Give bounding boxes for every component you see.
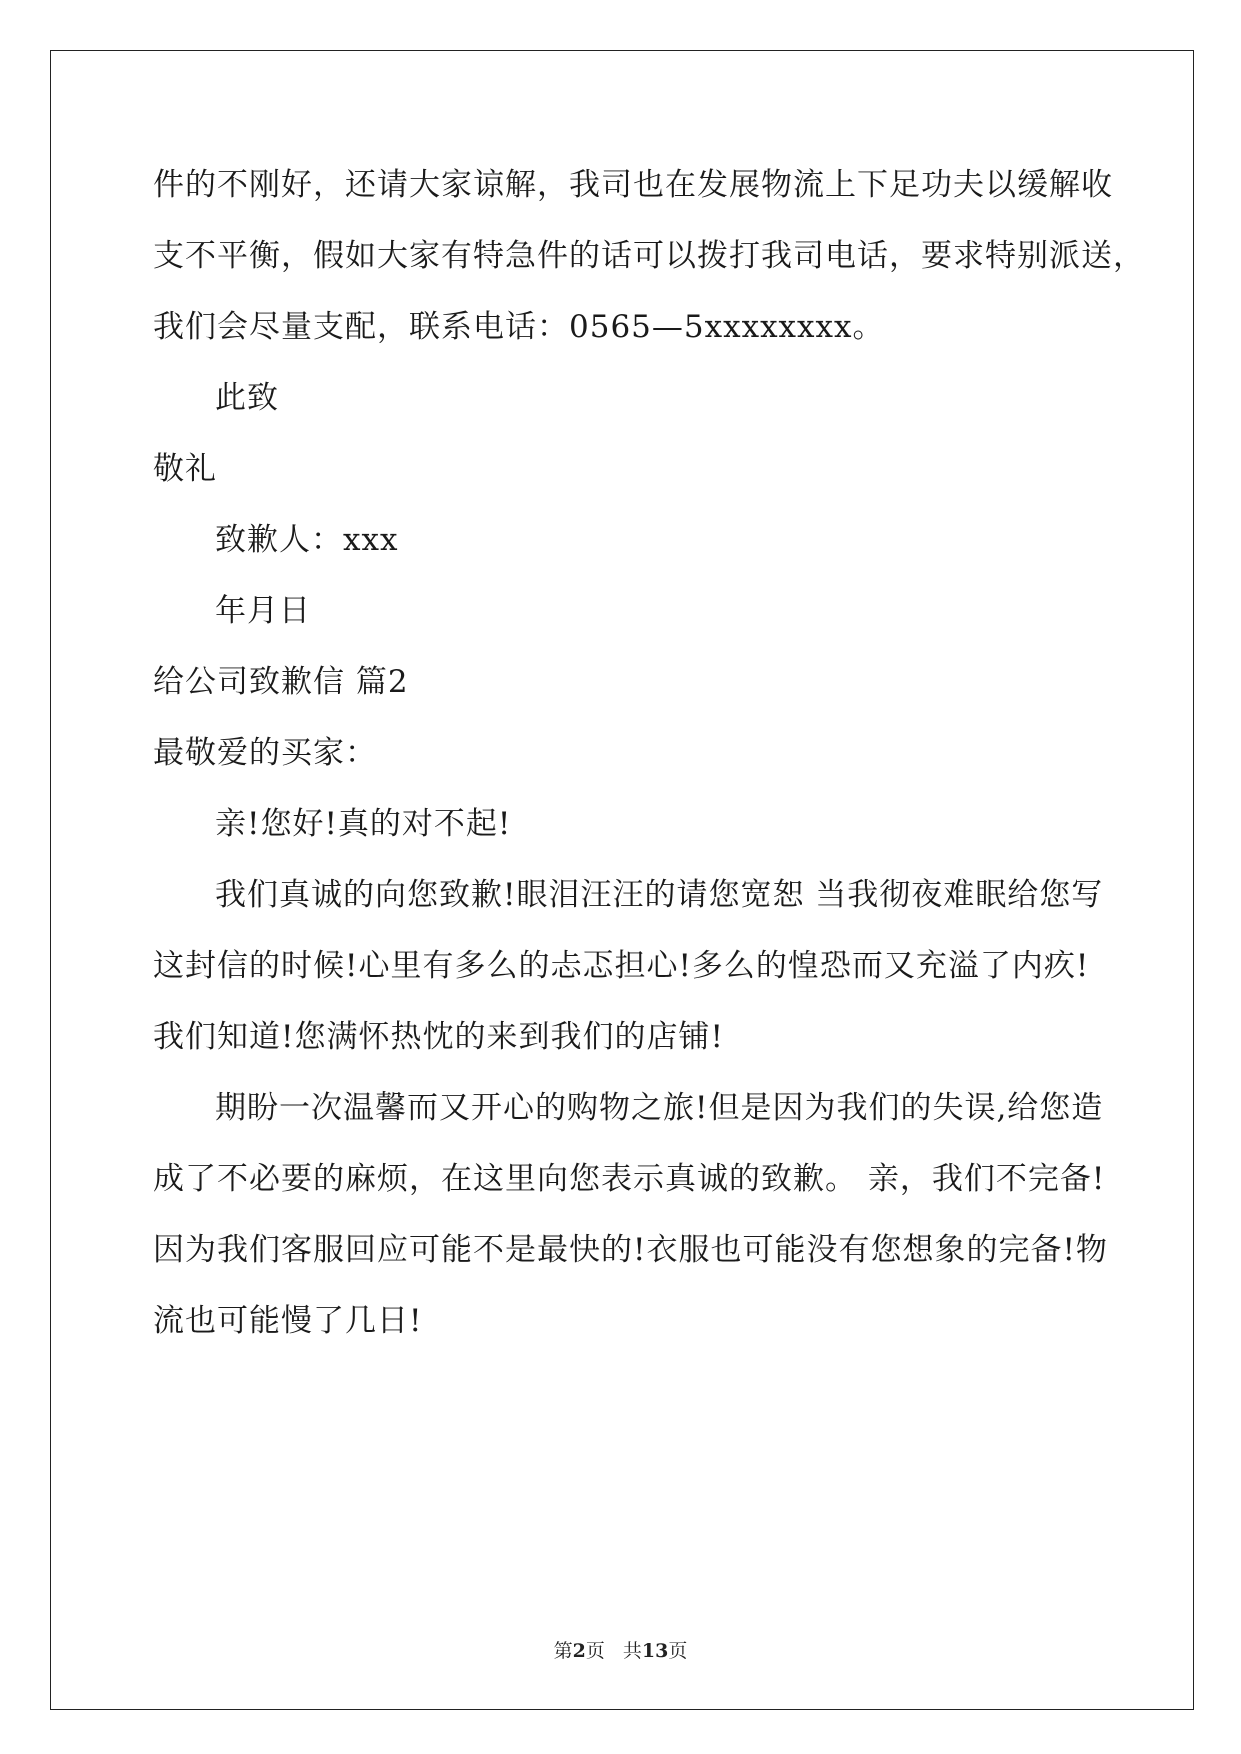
text-line: 期盼一次温馨而又开心的购物之旅!但是因为我们的失误,给您造 — [215, 1090, 1104, 1126]
section-title: 给公司致歉信 篇2 — [153, 664, 409, 700]
text-line: 我们真诚的向您致歉!眼泪汪汪的请您宽恕 当我彻夜难眠给您写 — [215, 877, 1104, 913]
text-line: 成了不必要的麻烦，在这里向您表示真诚的致歉。 亲，我们不完备! — [153, 1161, 1106, 1197]
page-footer — [0, 1636, 1241, 1663]
text-line: 这封信的时候!心里有多么的忐忑担心!多么的惶恐而又充溢了内疚! — [153, 948, 1090, 984]
greeting-line: 最敬爱的买家： — [153, 735, 377, 771]
text-line: 因为我们客服回应可能不是最快的!衣服也可能没有您想象的完备!物 — [153, 1232, 1108, 1268]
footer-total-prefix: 共 — [622, 1640, 642, 1662]
text-line: 件的不刚好，还请大家谅解，我司也在发展物流上下足功夫以缓解收 — [153, 167, 1113, 203]
date-line: 年月日 — [215, 593, 311, 629]
document-body — [153, 165, 1145, 1341]
text-line: 支不平衡，假如大家有特急件的话可以拨打我司电话，要求特别派送， — [153, 238, 1145, 274]
text-line: 流也可能慢了几日! — [153, 1303, 423, 1339]
closing-salutation: 此致 — [215, 380, 279, 416]
footer-prefix: 第 — [553, 1640, 573, 1662]
closing-regards: 敬礼 — [153, 451, 217, 487]
current-page-number: 2 — [572, 1640, 586, 1662]
text-line: 亲!您好!真的对不起! — [215, 806, 512, 842]
text-line: 我们知道!您满怀热忱的来到我们的店铺! — [153, 1019, 724, 1055]
signature-line: 致歉人：xxx — [215, 522, 399, 558]
footer-total-suffix: 页 — [668, 1640, 688, 1662]
text-line: 我们会尽量支配，联系电话：0565—5xxxxxxxx。 — [153, 309, 885, 345]
footer-page-suffix: 页 — [585, 1640, 605, 1662]
total-pages-number: 13 — [641, 1640, 669, 1662]
